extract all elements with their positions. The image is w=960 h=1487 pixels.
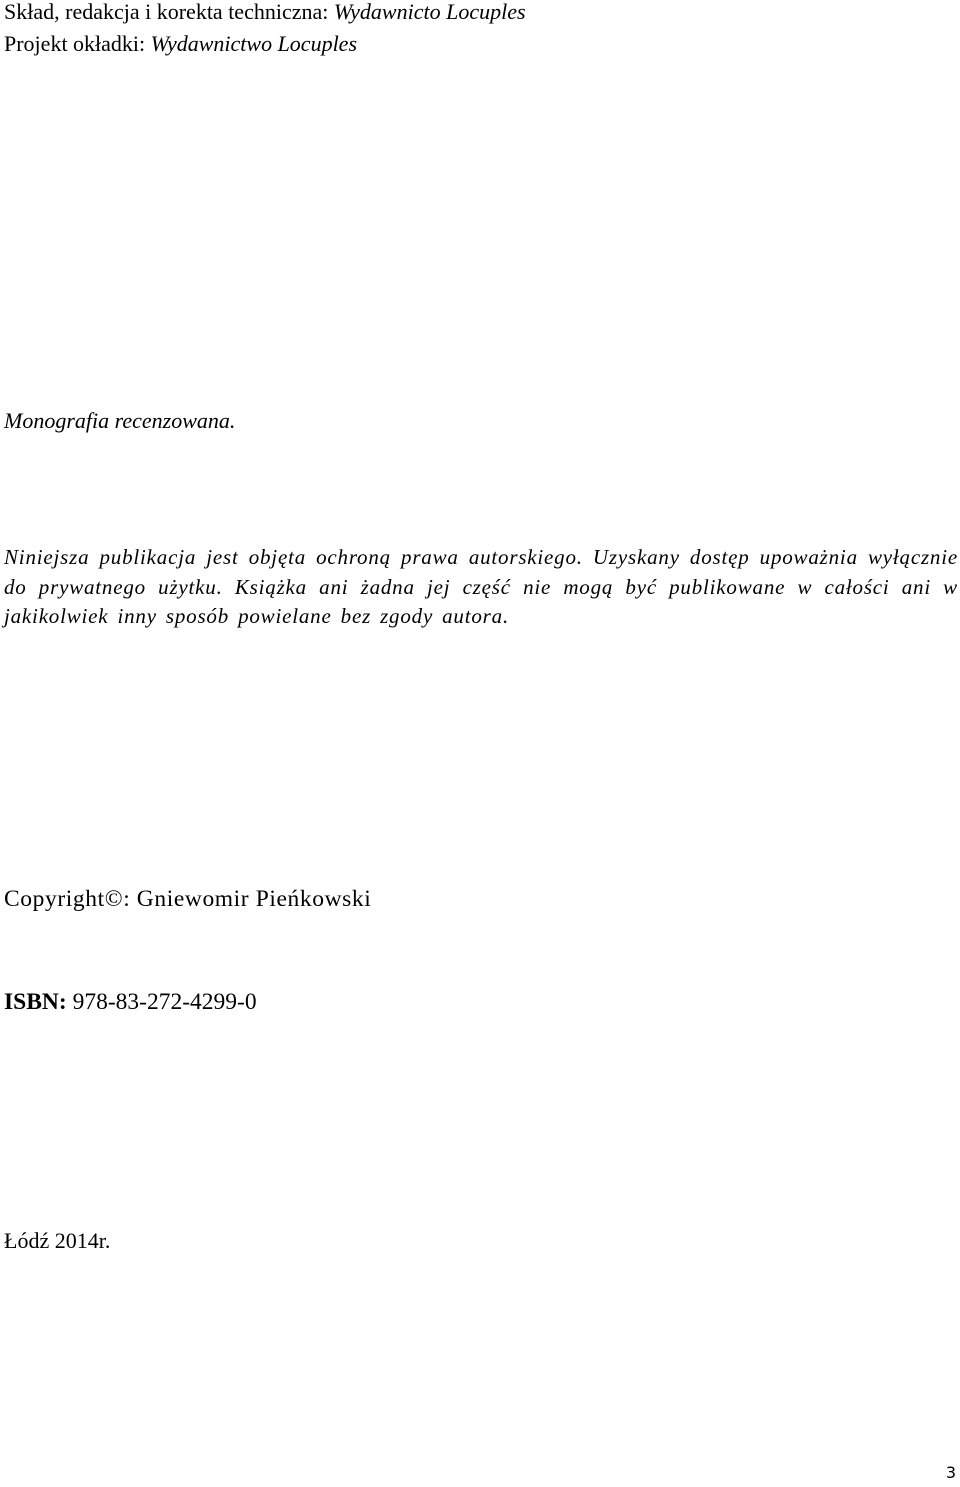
review-note: Monografia recenzowana. [4,408,236,433]
copyright-line [4,883,371,915]
isbn-value: 978-83-272-4299-0 [72,989,257,1015]
cover-label: Projekt okładki: [4,31,146,56]
place-and-date: Łódź 2014r. [4,1228,111,1253]
copyright-notice: Niniejsza publikacja jest objęta ochroną prawa autorskiego. Uzyskany dostęp upoważnia wyłącznie do prywatnego użytku. Książka ani żadna jej część nie mogą być publikowane w całości ani w jakikolwiek inny sposób powielane bez zgody autora. [4,545,958,628]
page-number: 3 [945,1463,956,1482]
copyright-holder: : Gniewomir Pieńkowski [123,886,372,912]
typesetting-publisher: Wydawnicto Locuples [333,0,526,24]
cover-credit [4,28,526,60]
publication-credits [4,0,526,60]
isbn-label: ISBN: [4,989,67,1015]
cover-publisher: Wydawnictwo Locuples [150,31,358,56]
isbn-line [4,986,257,1018]
copyright-label: Copyright [4,886,105,912]
typesetting-label: Skład, redakcja i korekta techniczna: [4,0,329,24]
copyright-symbol: © [104,886,124,912]
typesetting-credit [4,0,526,28]
